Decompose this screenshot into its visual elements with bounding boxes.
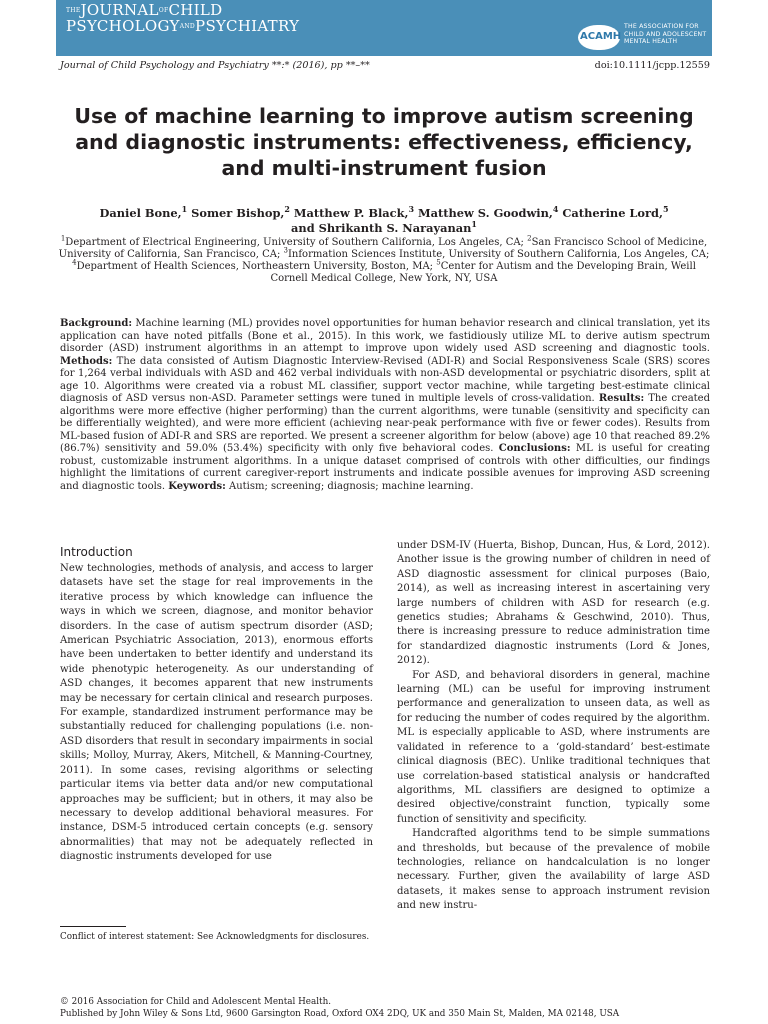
- paragraph: For ASD, and behavioral disorders in general, machine learning (ML) can be useful for improving instrument performance and generalization to unseen data, as well as for reducing the number of codes required by the algorithm. ML is especially applicable to ASD, where instruments are validated in reference to a ‘gold-standard’ best-estimate clinical diagnosis (BEC). Unlike traditional techniques that use correlation-based statistical analysis or handcrafted algorithms, ML classifiers are designed to optimize a desired objective/constraint function, typically some function of sensitivity and specificity.: [397, 669, 710, 825]
- conflict-of-interest-footnote: Conflict of interest statement: See Acknowledgments for disclosures.: [60, 932, 370, 942]
- paragraph: under DSM-IV (Huerta, Bishop, Duncan, Hus, & Lord, 2012). Another issue is the growing number of children in need of ASD diagnostic assessment for clinical purposes (Baio, 2014), as well as increasing interest in ascertaining very large numbers of children with ASD for research (e.g. genetics studies; Abrahams & Geschwind, 2010). Thus, there is increasing pressure to reduce administration time for standardized diagnostic instruments (Lord & Jones, 2012).: [397, 540, 710, 667]
- journal-citation: Journal of Child Psychology and Psychiatry **:* (2016), pp **–**: [60, 60, 370, 71]
- paragraph: Handcrafted algorithms tend to be simple summations and thresholds, but because of the prevalence of mobile technologies, reliance on handcalculation is no longer necessary. Further, given the availability of large ASD datasets, it makes sense to approach instrument revision and new instru-: [397, 828, 710, 912]
- affiliations: $^1$Department of Electrical Engineering, University of Southern California, Los Angeles, CA; $^2$San Francisco School of Medicine, University of California, San Francisco, CA; $^3$Information Sciences Institute, University of Southern California, Los Angeles, CA; $^4$Department of Health Sciences, Northeastern University, Boston, MA; $^5$Center for Autism and the Developing Brain, Weill Cornell Medical College, New York, NY, USA: [58, 234, 710, 284]
- body-column-right: [397, 539, 710, 914]
- running-head: [60, 60, 710, 71]
- article-title: Use of machine learning to improve autism screening and diagnostic instruments: effectiveness, efficiency, and multi-instrument fusion: [74, 104, 694, 180]
- acamh-org-name: THE ASSOCIATION FOR CHILD AND ADOLESCENT MENTAL HEALTH: [624, 23, 707, 45]
- section-heading-introduction: Introduction: [60, 545, 133, 559]
- doi: doi:10.1111/jcpp.12559: [594, 60, 710, 71]
- footnote-rule: [60, 926, 126, 927]
- acamh-logo-text: ACAMH: [580, 31, 622, 42]
- author-list: Daniel Bone,$^1$ Somer Bishop,$^2$ Matthew P. Black,$^3$ Matthew S. Goodwin,$^4$ Catherine Lord,$^5$ and Shrikanth S. Narayanan$^1$: [99, 205, 669, 235]
- abstract: Background: Machine learning (ML) provides novel opportunities for human behavior research and clinical translation, yet its application can have noted pitfalls (Bone et al., 2015). In this work, we fastidiously utilize ML to derive autism spectrum disorder (ASD) instrument algorithms in an attempt to improve upon widely used ASD screening and diagnostic tools. Methods: The data consisted of Autism Diagnostic Interview-Revised (ADI-R) and Social Responsiveness Scale (SRS) scores for 1,264 verbal individuals with ASD and 462 verbal individuals with non-ASD developmental or psychiatric disorders, split at age 10. Algorithms were created via a robust ML classifier, support vector machine, while targeting best-estimate clinical diagnosis of ASD versus non-ASD. Parameter settings were tuned in multiple levels of cross-validation. Results: The created algorithms were more effective (higher performing) than the current algorithms, were tunable (sensitivity and specificity can be differentially weighted), and were more efficient (achieving near-peak performance with five or fewer codes). Results from ML-based fusion of ADI-R and SRS are reported. We present a screener algorithm for below (above) age 10 that reached 89.2% (86.7%) sensitivity and 59.0% (53.4%) specificity with only five behavioral codes. Conclusions: ML is useful for creating robust, customizable instrument algorithms. In a unique dataset comprised of controls with other difficulties, our findings highlight the limitations of current caregiver-report instruments and indicate possible avenues for improving ASD screening and diagnostic tools. Keywords: Autism; screening; diagnosis; machine learning.: [60, 318, 710, 492]
- copyright-notice: © 2016 Association for Child and Adolescent Mental Health. Published by John Wiley & Sons Ltd, 9600 Garsington Road, Oxford OX4 2DQ, UK and 350 Main St, Malden, MA 02148, USA: [60, 997, 620, 1019]
- journal-logo: THEJOURNALOFCHILD PSYCHOLOGYANDPSYCHIATRY: [66, 1, 300, 35]
- body-column-left: [60, 562, 373, 865]
- paragraph: New technologies, methods of analysis, and access to larger datasets have set the stage for real improvements in the iterative process by which knowledge can influence the ways in which we screen, diagnose, and monitor behavior disorders. In the case of autism spectrum disorder (ASD; American Psychiatric Association, 2013), enormous efforts have been undertaken to better identify and understand its wide phenotypic heterogeneity. As our understanding of ASD changes, it becomes apparent that new instruments may be necessary for certain clinical and research purposes. For example, standardized instrument performance may be substantially reduced for challenging populations (i.e. non-ASD disorders that result in secondary impairments in social skills; Molloy, Murray, Akers, Mitchell, & Manning-Courtney, 2011). In some cases, revising algorithms or selecting particular items via better data and/or new computational approaches may be sufficient; but in others, it may also be necessary to develop additional behavioral measures. For instance, DSM-5 introduced certain concepts (e.g. sensory abnormalities) that may not be adequately reflected in diagnostic instruments developed for use: [60, 563, 373, 863]
